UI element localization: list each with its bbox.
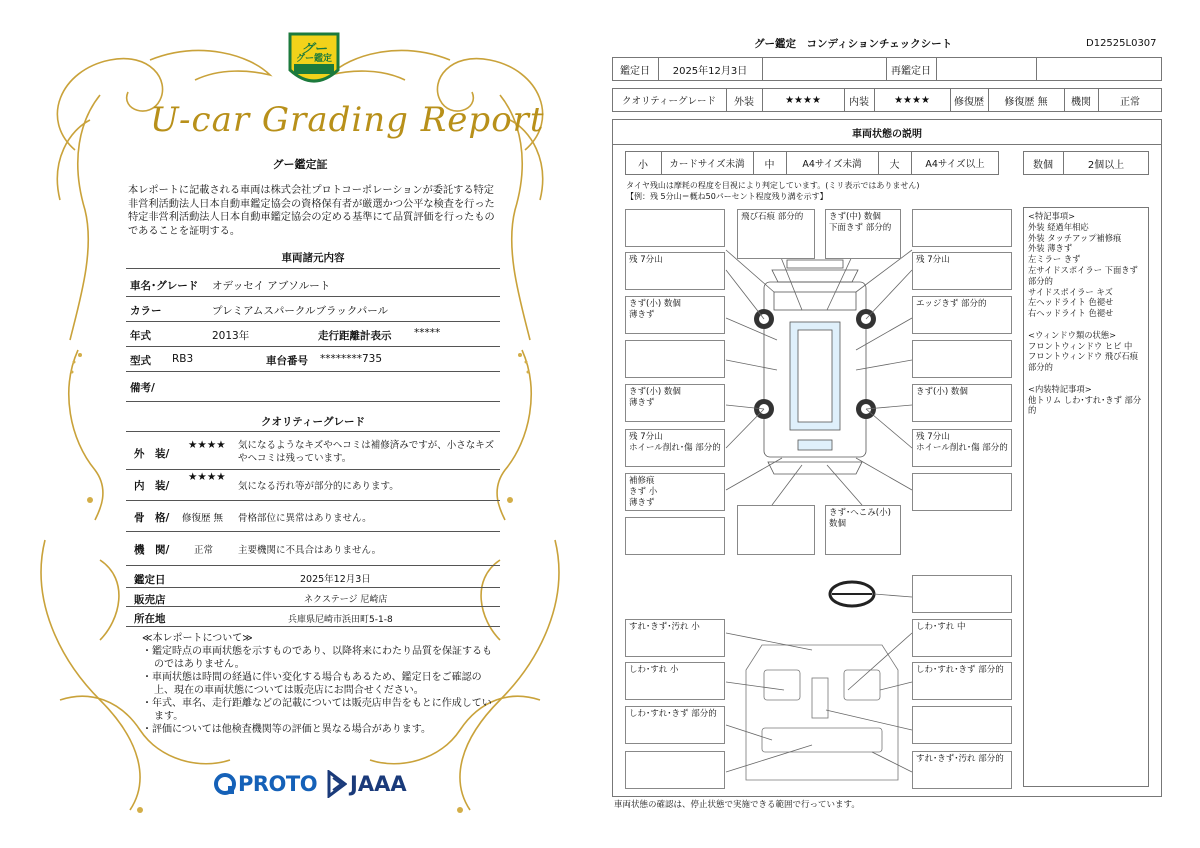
size-medium: 中 (764, 159, 775, 171)
mileage-label: 走行距離計表示 (318, 330, 392, 342)
damage-box-rear-gate: きず･へこみ(小) 数個 (825, 505, 901, 555)
color-value: プレミアムスパークルブラックパール (212, 305, 388, 317)
tire-front-left: 残 7分山 (625, 252, 725, 290)
chassis-value: ********735 (320, 353, 383, 365)
dealer-value: ネクステージ 尼崎店 (304, 595, 388, 605)
damage-box-left-rear: 補修痕 きず 小 薄きず (625, 473, 725, 511)
tire-front-right: 残 7分山 (912, 252, 1012, 290)
appraisal-date-label: 鑑定日 (134, 574, 166, 586)
count-label: 数個 (1033, 159, 1053, 171)
model-label: 型式 (130, 355, 151, 367)
damage-box-rear-left-corner (625, 517, 725, 555)
exterior-label: 外装 (734, 96, 754, 108)
frame-grade-label: 骨 格/ (134, 512, 170, 524)
exterior-grade-text: 気になるようなキズやヘコミは補修済みですが、小さなキズやヘコミは残っています。 (238, 440, 495, 464)
note-item: ・車両状態は時間の経過に伴い変化する場合もあるため、鑑定日をご確認の上、現在の車両状態については販売店にお問合せください。 (142, 672, 482, 696)
interior-grade-label: 内 装/ (134, 480, 170, 492)
specs-heading: 車両諸元内容 (281, 252, 345, 264)
frame-grade-text: 骨格部位に異常はありません。 (238, 513, 372, 524)
reinspect-date-value (936, 57, 1036, 81)
interior-box-front-right: しわ･すれ 中 (912, 619, 1012, 657)
damage-box-rear-bumper (737, 505, 815, 555)
report-notes (142, 632, 492, 736)
size-large-desc: A4サイズ以上 (925, 159, 985, 170)
damage-box-left-middle (625, 340, 725, 378)
damage-box-right-rear (912, 473, 1012, 511)
grade-heading: クオリティーグレード (261, 416, 365, 428)
quality-grade-label: クオリティーグレード (621, 96, 717, 107)
interior-box-driver-seat: しわ･すれ 小 (625, 662, 725, 700)
goo-appraisal-badge-icon: グー グー鑑定 (286, 30, 342, 92)
interior-stars: ★★★★ (894, 94, 930, 106)
certificate-intro: 本レポートに記載される車両は株式会社プロトコーポレーションが委託する特定非営利活動法人日本自動車鑑定協会の資格保有者が厳選かつ公平な検査を行った特定非営利活動法人日本自動車鑑定協会の定める基準にて品質評価を行ったものであることを証明する。 (128, 185, 495, 237)
engine-grade-text: 主要機関に不具合はありません。 (238, 545, 382, 556)
sheet-date-value: 2025年12月3日 (672, 65, 748, 77)
sheet-footnote: 車両状態の確認は、停止状態で実施できる範囲で行っています。 (614, 800, 860, 810)
interior-box-cargo-left (625, 751, 725, 789)
size-large: 大 (889, 159, 900, 171)
notes-heading: ≪本レポートについて≫ (142, 633, 253, 644)
chassis-label: 車台番号 (266, 355, 308, 367)
reinspect-date-label: 再鑑定日 (891, 65, 931, 77)
damage-box-left-rear-door: きず(小) 数個 薄きず (625, 384, 725, 422)
remarks-label: 備考/ (130, 382, 155, 394)
note-item: ・鑑定時点の車両状態を示すものであり、以降将来にわたり品質を保証するものではありません。 (142, 646, 492, 670)
jaaa-logo-text: JAAA (350, 772, 407, 796)
size-medium-desc: A4サイズ未満 (802, 159, 862, 170)
damage-box-front-right-corner (912, 209, 1012, 247)
engine-value: 正常 (1120, 96, 1140, 108)
jaaa-logo-icon (327, 770, 347, 802)
size-small: 小 (638, 159, 648, 171)
sheet-date-label: 鑑定日 (620, 65, 650, 77)
mileage-value: ***** (414, 327, 441, 339)
address-value: 兵庫県尼崎市浜田町5-1-8 (288, 615, 393, 625)
repair-history-label: 修復歴 (954, 96, 984, 108)
exterior-grade-label: 外 装/ (134, 448, 170, 460)
condition-heading: 車両状態の説明 (852, 128, 922, 140)
damage-box-front-bumper: 飛び石痕 部分的 (737, 209, 815, 259)
certificate-title: U-car Grading Report (150, 100, 545, 140)
engine-label: 機関 (1071, 96, 1091, 108)
frame-grade-value: 修復歴 無 (182, 513, 224, 524)
damage-box-left-front-door: きず(小) 数個 薄きず (625, 296, 725, 334)
repair-history-value: 修復歴 無 (1004, 96, 1048, 108)
tire-note-1: タイヤ残山は摩耗の程度を目視により判定しています。(ミリ表示ではありません) (626, 181, 920, 190)
special-notes: <特記事項> 外装 経過年相応 外装 タッチアップ補修痕 外装 薄きず 左ミラー きず 左サイドスポイラー 下面きず 部分的 サイドスポイラー キズ 左ヘッドライト 色褪せ 右ヘッドライト 色褪せ <ウィンドウ類の状態> フロントウィンドウ ヒビ 中 フロントウィンドウ 飛び石痕 部分的 <内装特記事項> 他トリム しわ･すれ･きず 部分的 (1028, 211, 1142, 416)
address-label: 所在地 (134, 613, 166, 625)
interior-box-rear-left: しわ･すれ･きず 部分的 (625, 706, 725, 744)
size-small-desc: カードサイズ未満 (669, 159, 745, 170)
interior-label: 内装 (849, 96, 869, 108)
exterior-stars: ★★★★ (785, 94, 821, 106)
damage-box-front-hood: きず(中) 数個 下面きず 部分的 (825, 209, 901, 259)
steering-wheel-box (912, 575, 1012, 613)
car-name-label: 車名･グレード (130, 280, 199, 292)
proto-logo-text: PROTO (238, 772, 318, 796)
color-label: カラー (130, 305, 162, 317)
certificate-subtitle: グー鑑定証 (272, 158, 328, 171)
note-item: ・年式、車名、走行距離などの記載については販売店申告をもとに作成しています。 (142, 698, 492, 722)
engine-grade-label: 機 関/ (134, 544, 170, 556)
appraisal-date-value: 2025年12月3日 (300, 574, 371, 585)
model-value: RB3 (172, 353, 194, 365)
year-label: 年式 (130, 330, 151, 342)
tire-rear-right: 残 7分山 ホイール削れ･傷 部分的 (912, 429, 1012, 467)
note-item: ・評価については他検査機関等の評価と異なる場合があります。 (142, 724, 431, 735)
year-value: 2013年 (212, 330, 250, 342)
damage-box-front-left-corner (625, 209, 725, 247)
document-id: D12525L0307 (1086, 38, 1157, 49)
damage-box-right-rear-door: きず(小) 数個 (912, 384, 1012, 422)
interior-box-front-left: すれ･きず･汚れ 小 (625, 619, 725, 657)
sheet-title: グー鑑定 コンディションチェックシート (754, 38, 953, 50)
car-name-value: オデッセイ アブソルート (212, 280, 331, 292)
interior-grade-stars: ★★★★ (188, 471, 226, 483)
interior-box-cargo-right: すれ･きず･汚れ 部分的 (912, 751, 1012, 789)
damage-box-right-front-door: エッジきず 部分的 (912, 296, 1012, 334)
dealer-label: 販売店 (134, 594, 166, 606)
badge-label: グー鑑定 (295, 54, 332, 64)
interior-box-passenger-seat: しわ･すれ･きず 部分的 (912, 662, 1012, 700)
interior-grade-text: 気になる汚れ等が部分的にあります。 (238, 481, 399, 492)
proto-logo (214, 772, 236, 800)
count-value: 2個以上 (1087, 159, 1125, 171)
tire-note-2: 【例：残 5分山＝概ね50パーセント程度残り溝を示す】 (626, 192, 828, 201)
interior-box-rear-right (912, 706, 1012, 744)
tire-rear-left: 残 7分山 ホイール削れ･傷 部分的 (625, 429, 725, 467)
damage-box-right-middle (912, 340, 1012, 378)
exterior-grade-stars: ★★★★ (188, 439, 226, 451)
engine-grade-value: 正常 (194, 545, 214, 556)
